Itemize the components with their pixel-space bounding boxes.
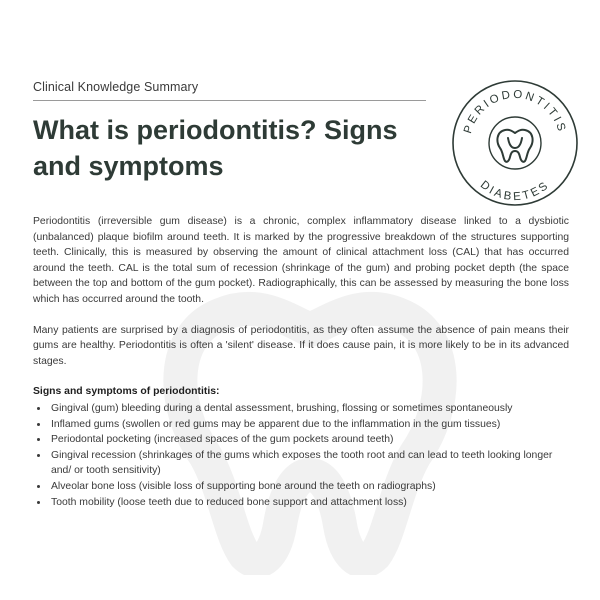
list-item: • Gingival recession (shrinkages of the gums which exposes the tooth root and can lead to teeth looking longer and/ or tooth sensitivity) (49, 448, 569, 479)
list-item: • Alveolar bone loss (visible loss of supporting bone around the teeth on radiographs) (49, 479, 569, 495)
logo-top-text: PERIODONTITIS (462, 88, 568, 136)
list-item: • Gingival (gum) bleeding during a dental assessment, brushing, flossing or sometimes spontaneously (49, 401, 569, 417)
document-kicker: Clinical Knowledge Summary (33, 80, 199, 94)
periodontitis-diabetes-logo (450, 78, 580, 208)
symptoms-heading: Signs and symptoms of periodontitis: (33, 386, 220, 398)
article-body (33, 214, 569, 510)
list-item: • Inflamed gums (swollen or red gums may be apparent due to the inflammation in the gum tissues) (49, 417, 569, 433)
list-item: • Periodontal pocketing (increased spaces of the gum pockets around teeth) (49, 432, 569, 448)
second-paragraph: Many patients are surprised by a diagnosis of periodontitis, as they often assume the absence of pain means their gums are healthy. Periodontitis is often a 'silent' disease. If it does cause pain, it is more likely to be in its advanced stages. (33, 324, 569, 367)
logo-bottom-text: DIABETES (477, 178, 553, 204)
intro-paragraph: Periodontitis (irreversible gum disease) is a chronic, complex inflammatory disease linked to a dysbiotic (unbalanced) plaque biofilm around teeth. It is marked by the progressive breakdown of the structures supporting teeth. Clinically, this is measured by observing the amount of clinical attachment loss (CAL) that has occurred around the teeth. CAL is the total sum of recession (shrinkage of the gum) and probing pocket depth (the space between the top and bottom of the gum pocket). Radiographically, this can be assessed by measuring the bone loss which has occurred around the tooth. (33, 216, 569, 305)
page-title: What is periodontitis? Signs and symptoms (33, 115, 398, 181)
header-divider (33, 100, 426, 101)
symptoms-list (33, 401, 569, 510)
tooth-icon (497, 130, 532, 162)
list-item: • Tooth mobility (loose teeth due to reduced bone support and attachment loss) (49, 495, 569, 511)
svg-text:PERIODONTITIS (462, 89, 568, 135)
